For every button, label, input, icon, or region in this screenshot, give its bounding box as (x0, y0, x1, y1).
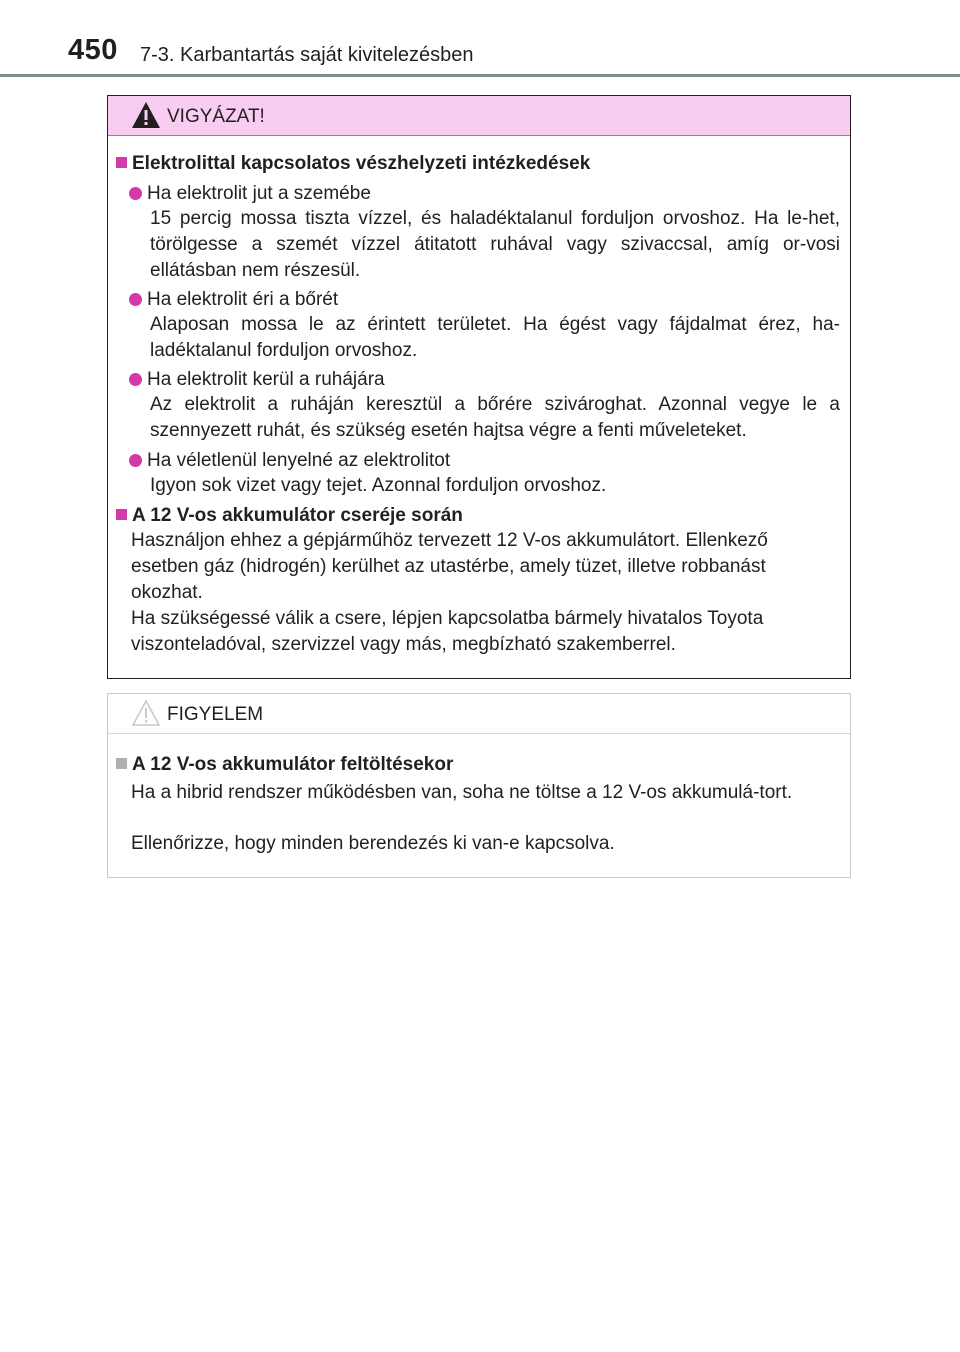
list-item-title: Ha elektrolit kerül a ruhájára (129, 369, 385, 391)
round-bullet-icon (129, 373, 142, 386)
list-item-title: Ha elektrolit jut a szemébe (129, 183, 371, 205)
section-title: A 12 V-os akkumulátor feltöltésekor (108, 754, 453, 776)
list-item-title: Ha véletlenül lenyelné az elektrolitot (129, 450, 450, 472)
list-item-text: Az elektrolit a ruháján keresztül a bőrére szivároghat. Azonnal vegye le a szennyezett ruhát, és szükség esetén hajtsa végre a fenti műveleteket. (150, 394, 840, 441)
square-bullet-icon (116, 509, 127, 520)
section-text: Ha szükségessé válik a csere, lépjen kapcsolatba bármely hivatalos Toyota viszonteladóval, szervizzel vagy más, megbízható szakemberrel. (131, 608, 764, 655)
header-rule (0, 74, 960, 77)
warning-box (107, 95, 851, 679)
section-title: A 12 V-os akkumulátor cseréje során (108, 505, 463, 527)
section-text: Ellenőrizze, hogy minden berendezés ki van-e kapcsolva. (131, 833, 615, 854)
section-text: Ha a hibrid rendszer működésben van, soha ne töltse a 12 V-os akkumulá-tort. (131, 782, 793, 803)
square-bullet-icon (116, 157, 127, 168)
notice-box (107, 693, 851, 878)
notice-heading: FIGYELEM (167, 704, 264, 725)
section-text: Használjon ehhez a gépjárműhöz tervezett 12 V-os akkumulátort. Ellenkező esetben gáz (hidrogén) kerülhet az utastérbe, amely tüzet, illetve robbanást okozhat. (131, 530, 768, 603)
list-item-text: Igyon sok vizet vagy tejet. Azonnal forduljon orvoshoz. (150, 475, 607, 496)
warning-content (108, 96, 850, 678)
list-item-text: 15 percig mossa tiszta vízzel, és haladéktalanul forduljon orvoshoz. Ha le-het, törölgesse a szemét vízzel átitatott ruhával vagy szivaccsal, amíg or-vosi ellátásban nem részesül. (150, 208, 840, 281)
list-item-title: Ha elektrolit éri a bőrét (129, 289, 338, 311)
round-bullet-icon (129, 293, 142, 306)
round-bullet-icon (129, 454, 142, 467)
notice-content (108, 694, 850, 877)
square-bullet-icon (116, 758, 127, 769)
chapter-title: 7-3. Karbantartás saját kivitelezésben (140, 44, 474, 66)
warning-heading: VIGYÁZAT! (167, 106, 265, 127)
round-bullet-icon (129, 187, 142, 200)
page-number: 450 (68, 34, 118, 66)
section-title: Elektrolittal kapcsolatos vészhelyzeti intézkedések (108, 153, 590, 175)
list-item-text: Alaposan mossa le az érintett területet. Ha égést vagy fájdalmat érez, ha-ladéktalanul forduljon orvoshoz. (150, 314, 840, 361)
page-header (0, 0, 960, 80)
